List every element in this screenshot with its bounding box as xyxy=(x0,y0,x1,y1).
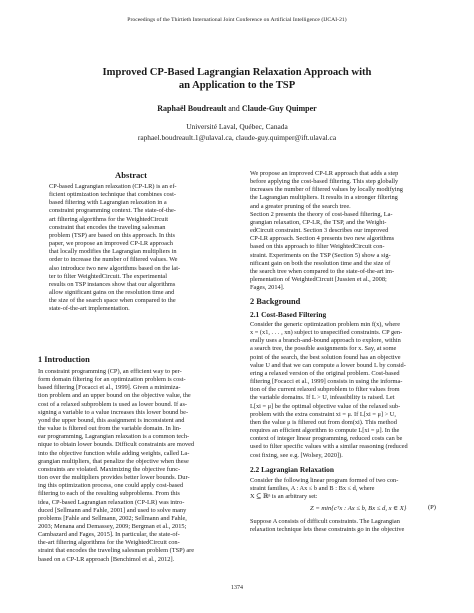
abstract-line: order to increase the number of filtered values. We xyxy=(49,256,178,264)
abstract-text xyxy=(49,183,214,314)
lagrangian-line: straint families, A : Ax ≤ b and B : Bx ≤ d, where xyxy=(250,485,375,493)
introduction-line: filtering to each of the resulting subproblems. From this xyxy=(38,490,180,498)
after-equation-text xyxy=(250,518,436,534)
cost-filtering-line: x = (x1, . . . , xn) subject to unspecified constraints. CP gen- xyxy=(250,329,403,337)
page-number: 1374 xyxy=(231,585,243,591)
cost-filtering-line: the variable domains. If L > U, infeasibility is raised. Let xyxy=(250,394,395,402)
author-2: Claude-Guy Quimper xyxy=(241,104,317,113)
introduction-line: ing this optimization process, one could apply cost-based xyxy=(38,482,184,490)
section-introduction-heading: 1 Introduction xyxy=(38,355,90,364)
cost-filtering-line: point of the search, the best solution found has an objective xyxy=(250,353,401,361)
introduction-line: form domain filtering for an optimization problem is cost- xyxy=(38,376,186,384)
right-intro-line: CP-LR approach. Section 4 presents two new algorithms xyxy=(250,235,395,243)
cost-filtering-line: ering a relaxed version of the original problem. Cost-based xyxy=(250,369,400,377)
after-equation-line: Suppose A consists of difficult constraints. The Lagrangian xyxy=(250,518,400,525)
introduction-line: tion over the multipliers provides better lower bounds. Dur- xyxy=(38,474,190,482)
abstract-line: allow significant gains on the resolution time and xyxy=(49,289,175,297)
cost-filtering-line: filtering [Focacci et al., 1999] consists in using the informa- xyxy=(250,378,403,386)
introduction-line: cost of a relaxed subproblem is used as lower bound. If as- xyxy=(38,400,188,408)
introduction-line: yond the upper bound, this assignment is inconsistent and xyxy=(38,416,185,424)
title-line-1: Improved CP-Based Lagrangian Relaxation Approach with xyxy=(102,67,372,78)
right-intro-line: nificant gain on both the resolution time and the size of xyxy=(250,259,391,267)
equation-label: (P) xyxy=(427,504,436,511)
right-intro-line: increases the number of filtered values by locally modifying xyxy=(250,186,403,194)
title-line-2: an Application to the TSP xyxy=(178,80,296,91)
cost-filtering-line: problem with the extra constraint xi = μ. If L[xi = μ] > U, xyxy=(250,410,396,418)
cost-filtering-line: Consider the generic optimization problem min f(x), where xyxy=(250,321,401,328)
introduction-line: In constraint programming (CP), an efficient way to per- xyxy=(38,368,182,375)
right-intro-line: the Lagrangian multipliers. It results in a stronger filtering xyxy=(250,194,398,202)
abstract-line: constraint that encodes the traveling salesman xyxy=(49,223,166,231)
abstract-line: also introduce two new algorithms based on the lat- xyxy=(49,264,181,272)
equation-body: Z = min{cᵀx : Ax ≤ b, Bx ≤ d, x ∈ X} xyxy=(310,505,407,512)
introduction-line: ear programming, Lagrangian relaxation is a common tech- xyxy=(38,433,190,441)
cost-filtering-line: context of integer linear programming, reduced costs can be xyxy=(250,435,403,443)
lagrangian-line: X ⊆ ℝⁿ is an arbitrary set: xyxy=(250,493,318,501)
right-intro-line: grangian relaxation, CP-LR, the TSP, and the Weight- xyxy=(250,218,387,226)
cost-based-filtering-text xyxy=(250,321,436,460)
abstract-line: art filtering algorithms for the WeightedCircuit xyxy=(49,215,168,223)
equation-p xyxy=(250,504,436,514)
introduction-line: grangian multipliers, that penalize the objective when these xyxy=(38,457,189,465)
right-intro-line: plementation of WeightedCircuit [Jussien et al., 2008; xyxy=(250,276,387,284)
cost-filtering-line: requires an efficient algorithm to compute L[xi = μ]. In the xyxy=(250,427,400,435)
introduction-line: nique to obtain lower bounds. Difficult constraints are moved xyxy=(38,441,195,449)
introduction-line: the-art filtering algorithms for the WeightedCircuit con- xyxy=(38,539,180,547)
author-conjunction: and xyxy=(228,104,240,113)
abstract-line: paper, we propose an improved CP-LR approach xyxy=(49,240,173,248)
right-intro-line: We propose an improved CP-LR approach that adds a step xyxy=(250,170,399,177)
introduction-line: idea, CP-based Lagrangian relaxation (CP-LR) was intro- xyxy=(38,498,185,506)
cost-filtering-line: then the value μ is filtered out from dom(xi). This method xyxy=(250,418,397,426)
cost-filtering-line: used to filter specific values with a similar reasoning (reduced xyxy=(250,443,408,451)
introduction-line: tion problem and an upper bound on the objective value, the xyxy=(38,392,191,400)
author-emails: raphael.boudreault.1@ulaval.ca, claude-guy.quimper@ift.ulaval.ca xyxy=(137,133,337,142)
cost-filtering-line: tion of the current relaxed subproblem to filter values from xyxy=(250,386,400,394)
right-intro-line: Section 2 presents the theory of cost-based filtering, La- xyxy=(250,210,393,218)
introduction-line: straint that encodes the traveling salesman problem (TSP) are xyxy=(38,547,195,555)
abstract-line: ter to filter WeightedCircuit. The experimental xyxy=(49,272,167,280)
lagrangian-relaxation-text xyxy=(250,477,436,501)
right-intro-line: based on this approach to filter WeightedCircuit con- xyxy=(250,243,385,251)
introduction-line: the value is filtered out from the variable domain. In lin- xyxy=(38,425,182,433)
abstract-line: CP-based Lagrangian relaxation (CP-LR) is an ef- xyxy=(49,183,177,190)
right-intro-line: before applying the cost-based filtering. This step globally xyxy=(250,178,399,186)
right-intro-line: straint. Experiments on the TSP (Section 5) show a sig- xyxy=(250,251,391,259)
introduction-line: duced [Sellmann and Fahle, 2001] and used to solve many xyxy=(38,506,187,514)
affiliation: Université Laval, Québec, Canada xyxy=(186,122,288,131)
section-background-heading: 2 Background xyxy=(250,297,301,306)
cost-filtering-line: cost fixing, see e.g. [Wolsey, 2020]). xyxy=(250,451,343,459)
right-intro-line: edCircuit constraint. Section 3 describes our improved xyxy=(250,227,389,235)
abstract-line: ficient optimization technique that combines cost- xyxy=(49,191,177,199)
introduction-line: problems [Fahle and Sellmann, 2002; Sellmann and Fahle, xyxy=(38,514,187,522)
introduction-line: based filtering [Focacci et al., 1999]. Given a minimiza- xyxy=(38,384,181,392)
abstract-line: that locally modifies the Lagrangian multipliers in xyxy=(49,248,177,256)
affiliation-block xyxy=(0,121,474,143)
abstract-line: results on TSP instances show that our algorithms xyxy=(49,280,176,288)
author-line xyxy=(0,103,474,115)
cost-filtering-line: value U and that we can compute a lower bound L by consid- xyxy=(250,361,406,369)
introduction-line: signing a variable to a value increases this lower bound be- xyxy=(38,408,189,416)
abstract-line: based filtering with Lagrangian relaxation in a xyxy=(49,199,167,207)
abstract-heading: Abstract xyxy=(115,170,147,180)
abstract-line: state-of-the-art implementation. xyxy=(49,305,130,313)
cost-filtering-line: a search tree, the possible assignments for x. Say, at some xyxy=(250,345,397,353)
lagrangian-line: Consider the following linear program formed of two con- xyxy=(250,477,399,484)
right-intro-line: Fages, 2014]. xyxy=(250,284,285,292)
introduction-text xyxy=(38,368,224,564)
cost-filtering-line: L[xi = μ] be the optimal objective value of the relaxed sub- xyxy=(250,402,401,410)
subsection-cost-based-filtering: 2.1 Cost-Based Filtering xyxy=(250,310,327,319)
after-equation-line: relaxation technique lets these constraints go in the objective xyxy=(250,526,405,534)
subsection-lagrangian-relaxation: 2.2 Lagrangian Relaxation xyxy=(250,465,334,474)
introduction-line: based on a CP-LR approach [Benchimol et al., 2012]. xyxy=(38,555,175,563)
proceedings-header: Proceedings of the Thirtieth International Joint Conference on Artificial Intelligence (IJCAI-21) xyxy=(127,17,347,23)
introduction-line: Cambazard and Fages, 2015]. In particular, the state-of- xyxy=(38,531,180,539)
right-intro-line: and a greater pruning of the search tree. xyxy=(250,202,351,210)
paper-title xyxy=(60,66,414,92)
author-1: Raphaël Boudreault xyxy=(157,104,227,113)
introduction-line: 2003; Menana and Demassey, 2009; Bergman et al., 2015; xyxy=(38,522,187,530)
abstract-line: the size of the search space when compared to the xyxy=(49,297,176,305)
right-intro-line: the search tree when compared to the state-of-the-art im- xyxy=(250,267,395,275)
introduction-line: constraints are violated. Maximizing the objective func- xyxy=(38,465,181,473)
cost-filtering-line: erally uses a branch-and-bound approach to explore, within xyxy=(250,337,401,345)
right-intro-text xyxy=(250,170,436,292)
abstract-line: problem (TSP) are based on this approach. In this xyxy=(49,231,175,239)
abstract-line: constraint programming context. The state-of-the- xyxy=(49,207,176,215)
introduction-line: into the objective function while adding weights, called La- xyxy=(38,449,190,457)
